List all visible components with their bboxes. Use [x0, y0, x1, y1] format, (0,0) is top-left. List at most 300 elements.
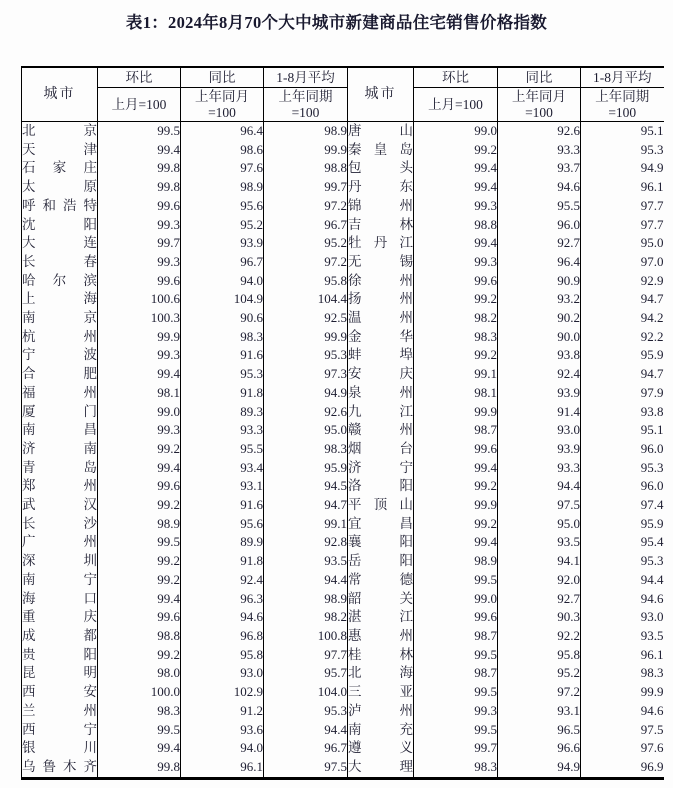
value-cell: 97.6: [181, 159, 264, 178]
value-cell: 99.3: [414, 197, 498, 216]
table-row: [22, 290, 664, 309]
value-cell: 98.9: [181, 178, 264, 197]
value-cell: 99.4: [98, 365, 181, 384]
city-cell: [348, 159, 414, 178]
city-name: 南 昌: [22, 422, 97, 438]
city-cell: [22, 477, 98, 496]
city-cell: [348, 646, 414, 665]
value-cell: 97.5: [498, 496, 581, 515]
city-cell: [348, 216, 414, 235]
city-name: 南 宁: [22, 571, 97, 587]
value-cell: 93.0: [581, 608, 664, 627]
value-cell: 92.6: [498, 122, 581, 141]
city-cell: [22, 328, 98, 347]
header-subline: =100: [525, 104, 553, 120]
city-name: 洛 阳: [348, 478, 413, 494]
value-cell: 99.4: [414, 459, 498, 478]
table-row: [22, 328, 664, 347]
city-cell: [22, 290, 98, 309]
table-row: [22, 197, 664, 216]
city-name: 杭 州: [22, 328, 97, 344]
value-cell: 90.6: [181, 309, 264, 328]
value-cell: 99.8: [98, 159, 181, 178]
value-cell: 95.9: [581, 346, 664, 365]
city-name: 平 顶 山: [348, 497, 413, 513]
city-cell: [22, 459, 98, 478]
value-cell: 99.5: [98, 533, 181, 552]
value-cell: 99.0: [414, 122, 498, 141]
city-name: 太 原: [22, 179, 97, 195]
value-cell: 90.9: [498, 272, 581, 291]
value-cell: 98.9: [98, 515, 181, 534]
value-cell: 99.2: [414, 477, 498, 496]
value-cell: 93.4: [181, 459, 264, 478]
city-name: 宜 昌: [348, 515, 413, 531]
city-name: 乌 鲁 木 齐: [22, 758, 97, 774]
value-cell: 102.9: [181, 683, 264, 702]
city-cell: [22, 122, 98, 141]
value-cell: 96.8: [181, 627, 264, 646]
value-cell: 95.3: [581, 552, 664, 571]
table-row: [22, 739, 664, 758]
value-cell: 93.6: [181, 721, 264, 740]
city-name: 常 德: [348, 571, 413, 587]
city-name: 秦 皇 岛: [348, 141, 413, 157]
value-cell: 99.9: [581, 683, 664, 702]
value-cell: 97.2: [264, 253, 348, 272]
header-mom-left: 环比: [98, 67, 181, 88]
value-cell: 99.4: [414, 159, 498, 178]
value-cell: 94.0: [181, 739, 264, 758]
value-cell: 98.8: [98, 627, 181, 646]
city-cell: [22, 365, 98, 384]
value-cell: 95.2: [264, 234, 348, 253]
table-row: [22, 403, 664, 422]
city-name: 韶 关: [348, 590, 413, 606]
value-cell: 99.3: [414, 702, 498, 721]
value-cell: 99.5: [414, 683, 498, 702]
city-name: 吉 林: [348, 216, 413, 232]
city-name: 重 庆: [22, 609, 97, 625]
city-cell: [22, 758, 98, 778]
header-avg-right: 1-8月平均: [581, 67, 664, 88]
table-row: [22, 515, 664, 534]
value-cell: 92.6: [264, 403, 348, 422]
value-cell: 99.9: [98, 328, 181, 347]
city-name: 兰 州: [22, 702, 97, 718]
table-row: [22, 477, 664, 496]
city-cell: [348, 328, 414, 347]
table-row: [22, 272, 664, 291]
value-cell: 99.8: [98, 758, 181, 778]
city-cell: [22, 552, 98, 571]
value-cell: 95.5: [498, 197, 581, 216]
city-cell: [22, 440, 98, 459]
value-cell: 93.8: [581, 403, 664, 422]
header-avg-base-left: [264, 88, 348, 122]
city-name: 沈 阳: [22, 216, 97, 232]
city-name: 湛 江: [348, 609, 413, 625]
city-cell: [22, 141, 98, 160]
value-cell: 104.9: [181, 290, 264, 309]
value-cell: 98.1: [414, 384, 498, 403]
table-row: [22, 384, 664, 403]
value-cell: 99.4: [98, 739, 181, 758]
value-cell: 99.3: [98, 253, 181, 272]
value-cell: 97.3: [264, 365, 348, 384]
value-cell: 93.2: [498, 290, 581, 309]
city-cell: [22, 646, 98, 665]
city-cell: [348, 253, 414, 272]
value-cell: 94.2: [581, 309, 664, 328]
value-cell: 98.2: [264, 608, 348, 627]
city-cell: [22, 608, 98, 627]
city-name: 大 连: [22, 235, 97, 251]
city-cell: [348, 403, 414, 422]
value-cell: 95.1: [581, 421, 664, 440]
city-cell: [348, 346, 414, 365]
city-cell: [22, 197, 98, 216]
city-cell: [348, 702, 414, 721]
value-cell: 93.3: [498, 141, 581, 160]
value-cell: 95.0: [581, 234, 664, 253]
value-cell: 96.0: [581, 440, 664, 459]
value-cell: 99.3: [98, 346, 181, 365]
city-name: 包 头: [348, 160, 413, 176]
table-row: [22, 702, 664, 721]
city-cell: [348, 459, 414, 478]
value-cell: 95.8: [498, 646, 581, 665]
value-cell: 97.5: [264, 758, 348, 778]
city-cell: [348, 721, 414, 740]
value-cell: 93.0: [181, 664, 264, 683]
value-cell: 92.9: [581, 272, 664, 291]
city-cell: [348, 197, 414, 216]
value-cell: 91.6: [181, 346, 264, 365]
city-name: 福 州: [22, 384, 97, 400]
city-name: 丹 东: [348, 179, 413, 195]
city-name: 烟 台: [348, 440, 413, 456]
value-cell: 96.6: [498, 739, 581, 758]
value-cell: 98.3: [414, 328, 498, 347]
value-cell: 98.3: [264, 440, 348, 459]
value-cell: 93.1: [181, 477, 264, 496]
value-cell: 97.2: [264, 197, 348, 216]
city-name: 唐 山: [348, 123, 413, 138]
table-row: [22, 571, 664, 590]
table-row: [22, 309, 664, 328]
city-cell: [22, 216, 98, 235]
value-cell: 104.4: [264, 290, 348, 309]
value-cell: 97.2: [498, 683, 581, 702]
value-cell: 100.6: [98, 290, 181, 309]
value-cell: 99.2: [98, 440, 181, 459]
value-cell: 96.1: [581, 178, 664, 197]
table-row: [22, 758, 664, 778]
city-cell: [22, 159, 98, 178]
value-cell: 99.5: [98, 721, 181, 740]
city-cell: [22, 253, 98, 272]
city-name: 济 南: [22, 440, 97, 456]
table-row: [22, 346, 664, 365]
table-row: [22, 664, 664, 683]
header-yoy-base-left: [181, 88, 264, 122]
value-cell: 99.6: [414, 272, 498, 291]
value-cell: 99.9: [414, 403, 498, 422]
value-cell: 99.2: [414, 141, 498, 160]
city-name: 合 肥: [22, 366, 97, 382]
table-row: [22, 365, 664, 384]
value-cell: 93.3: [498, 459, 581, 478]
value-cell: 93.0: [498, 421, 581, 440]
city-cell: [348, 739, 414, 758]
value-cell: 99.2: [414, 346, 498, 365]
header-yoy-base-right: [498, 88, 581, 122]
value-cell: 92.7: [498, 234, 581, 253]
value-cell: 94.4: [581, 571, 664, 590]
value-cell: 99.6: [98, 608, 181, 627]
value-cell: 95.3: [181, 365, 264, 384]
city-cell: [348, 141, 414, 160]
value-cell: 98.6: [181, 141, 264, 160]
value-cell: 99.2: [98, 496, 181, 515]
table-row: [22, 159, 664, 178]
table-row: [22, 421, 664, 440]
header-subline: 上年同月: [195, 89, 249, 104]
city-cell: [22, 384, 98, 403]
value-cell: 94.5: [264, 477, 348, 496]
city-name: 北 京: [22, 123, 97, 138]
value-cell: 99.9: [414, 496, 498, 515]
city-name: 成 都: [22, 627, 97, 643]
city-name: 宁 波: [22, 347, 97, 363]
value-cell: 97.5: [581, 721, 664, 740]
city-cell: [348, 440, 414, 459]
city-cell: [22, 178, 98, 197]
value-cell: 95.0: [498, 515, 581, 534]
value-cell: 94.7: [264, 496, 348, 515]
city-name: 桂 林: [348, 646, 413, 662]
city-name: 安 庆: [348, 366, 413, 382]
value-cell: 99.8: [98, 178, 181, 197]
table-row: [22, 721, 664, 740]
city-cell: [348, 533, 414, 552]
value-cell: 95.7: [264, 664, 348, 683]
city-cell: [348, 496, 414, 515]
city-name: 青 岛: [22, 459, 97, 475]
value-cell: 92.4: [498, 365, 581, 384]
header-subline: 上年同期: [278, 89, 333, 104]
value-cell: 93.5: [581, 627, 664, 646]
value-cell: 95.0: [264, 421, 348, 440]
value-cell: 94.6: [581, 702, 664, 721]
value-cell: 99.4: [414, 178, 498, 197]
city-name: 徐 州: [348, 272, 413, 288]
value-cell: 92.0: [498, 571, 581, 590]
city-cell: [348, 552, 414, 571]
value-cell: 95.3: [581, 459, 664, 478]
table-row: [22, 178, 664, 197]
city-name: 惠 州: [348, 627, 413, 643]
city-name: 贵 阳: [22, 646, 97, 662]
value-cell: 97.7: [581, 197, 664, 216]
city-name: 扬 州: [348, 291, 413, 307]
city-name: 哈 尔 滨: [22, 272, 97, 288]
value-cell: 99.0: [98, 403, 181, 422]
table-row: [22, 683, 664, 702]
city-cell: [22, 515, 98, 534]
value-cell: 95.9: [581, 515, 664, 534]
value-cell: 99.5: [414, 721, 498, 740]
value-cell: 94.6: [581, 590, 664, 609]
value-cell: 97.7: [264, 646, 348, 665]
value-cell: 95.6: [181, 515, 264, 534]
price-index-table: [21, 66, 664, 780]
city-cell: [348, 608, 414, 627]
city-name: 昆 明: [22, 665, 97, 681]
value-cell: 95.3: [581, 141, 664, 160]
value-cell: 91.8: [181, 384, 264, 403]
value-cell: 95.1: [581, 122, 664, 141]
city-cell: [348, 664, 414, 683]
city-cell: [22, 309, 98, 328]
value-cell: 99.2: [98, 646, 181, 665]
header-subline: =100: [208, 104, 236, 120]
city-name: 郑 州: [22, 478, 97, 494]
city-cell: [348, 571, 414, 590]
value-cell: 99.3: [414, 253, 498, 272]
value-cell: 99.7: [98, 234, 181, 253]
value-cell: 98.3: [181, 328, 264, 347]
value-cell: 99.6: [98, 197, 181, 216]
table-header: [22, 67, 664, 122]
value-cell: 92.2: [498, 627, 581, 646]
header-yoy-right: 同比: [498, 67, 581, 88]
value-cell: 99.9: [264, 328, 348, 347]
value-cell: 98.8: [414, 216, 498, 235]
city-cell: [348, 758, 414, 778]
value-cell: 99.4: [414, 533, 498, 552]
city-cell: [348, 515, 414, 534]
value-cell: 89.3: [181, 403, 264, 422]
city-cell: [348, 290, 414, 309]
city-cell: [22, 571, 98, 590]
value-cell: 94.4: [264, 721, 348, 740]
value-cell: 99.9: [264, 141, 348, 160]
city-cell: [22, 496, 98, 515]
value-cell: 94.1: [498, 552, 581, 571]
value-cell: 96.7: [264, 739, 348, 758]
city-cell: [22, 664, 98, 683]
city-cell: [22, 590, 98, 609]
city-cell: [348, 590, 414, 609]
value-cell: 99.2: [414, 290, 498, 309]
value-cell: 97.7: [581, 216, 664, 235]
value-cell: 98.9: [264, 590, 348, 609]
city-cell: [22, 627, 98, 646]
header-subline: =100: [608, 104, 637, 120]
city-cell: [22, 234, 98, 253]
table-row: [22, 590, 664, 609]
value-cell: 96.7: [264, 216, 348, 235]
value-cell: 95.3: [264, 702, 348, 721]
city-name: 呼 和 浩 特: [22, 197, 97, 213]
city-name: 海 口: [22, 590, 97, 606]
city-cell: [348, 122, 414, 141]
value-cell: 99.6: [98, 272, 181, 291]
city-name: 泉 州: [348, 384, 413, 400]
header-subline: 上月=100: [428, 96, 483, 112]
value-cell: 94.6: [181, 608, 264, 627]
value-cell: 98.7: [414, 627, 498, 646]
value-cell: 95.3: [264, 346, 348, 365]
value-cell: 96.5: [498, 721, 581, 740]
value-cell: 94.7: [581, 290, 664, 309]
value-cell: 99.2: [98, 571, 181, 590]
table-row: [22, 141, 664, 160]
value-cell: 90.2: [498, 309, 581, 328]
city-name: 无 锡: [348, 253, 413, 269]
city-cell: [22, 683, 98, 702]
value-cell: 97.9: [581, 384, 664, 403]
city-name: 岳 阳: [348, 553, 413, 569]
header-mom-base-left: [98, 88, 181, 122]
value-cell: 98.1: [98, 384, 181, 403]
city-name: 西 安: [22, 684, 97, 700]
value-cell: 91.2: [181, 702, 264, 721]
value-cell: 93.9: [181, 234, 264, 253]
value-cell: 100.3: [98, 309, 181, 328]
value-cell: 91.8: [181, 552, 264, 571]
city-name: 长 沙: [22, 515, 97, 531]
city-cell: [22, 346, 98, 365]
value-cell: 99.3: [98, 216, 181, 235]
value-cell: 99.3: [98, 421, 181, 440]
value-cell: 98.9: [264, 122, 348, 141]
value-cell: 91.6: [181, 496, 264, 515]
city-name: 天 津: [22, 141, 97, 157]
value-cell: 99.6: [98, 477, 181, 496]
value-cell: 96.0: [581, 477, 664, 496]
value-cell: 99.4: [98, 141, 181, 160]
city-name: 南 京: [22, 310, 97, 326]
city-cell: [348, 309, 414, 328]
value-cell: 93.1: [498, 702, 581, 721]
value-cell: 93.9: [498, 440, 581, 459]
table-row: [22, 552, 664, 571]
value-cell: 99.5: [414, 571, 498, 590]
value-cell: 99.1: [414, 365, 498, 384]
value-cell: 95.8: [264, 272, 348, 291]
city-name: 银 川: [22, 740, 97, 756]
city-name: 温 州: [348, 310, 413, 326]
table-row: [22, 216, 664, 235]
value-cell: 99.5: [414, 646, 498, 665]
header-subline: 上月=100: [111, 96, 167, 112]
city-cell: [348, 627, 414, 646]
table-row: [22, 253, 664, 272]
value-cell: 90.3: [498, 608, 581, 627]
value-cell: 92.5: [264, 309, 348, 328]
table-row: [22, 440, 664, 459]
value-cell: 96.0: [498, 216, 581, 235]
city-cell: [22, 421, 98, 440]
city-name: 九 江: [348, 403, 413, 419]
value-cell: 89.9: [181, 533, 264, 552]
value-cell: 94.4: [498, 477, 581, 496]
header-mom-base-right: [414, 88, 498, 122]
city-name: 上 海: [22, 291, 97, 307]
